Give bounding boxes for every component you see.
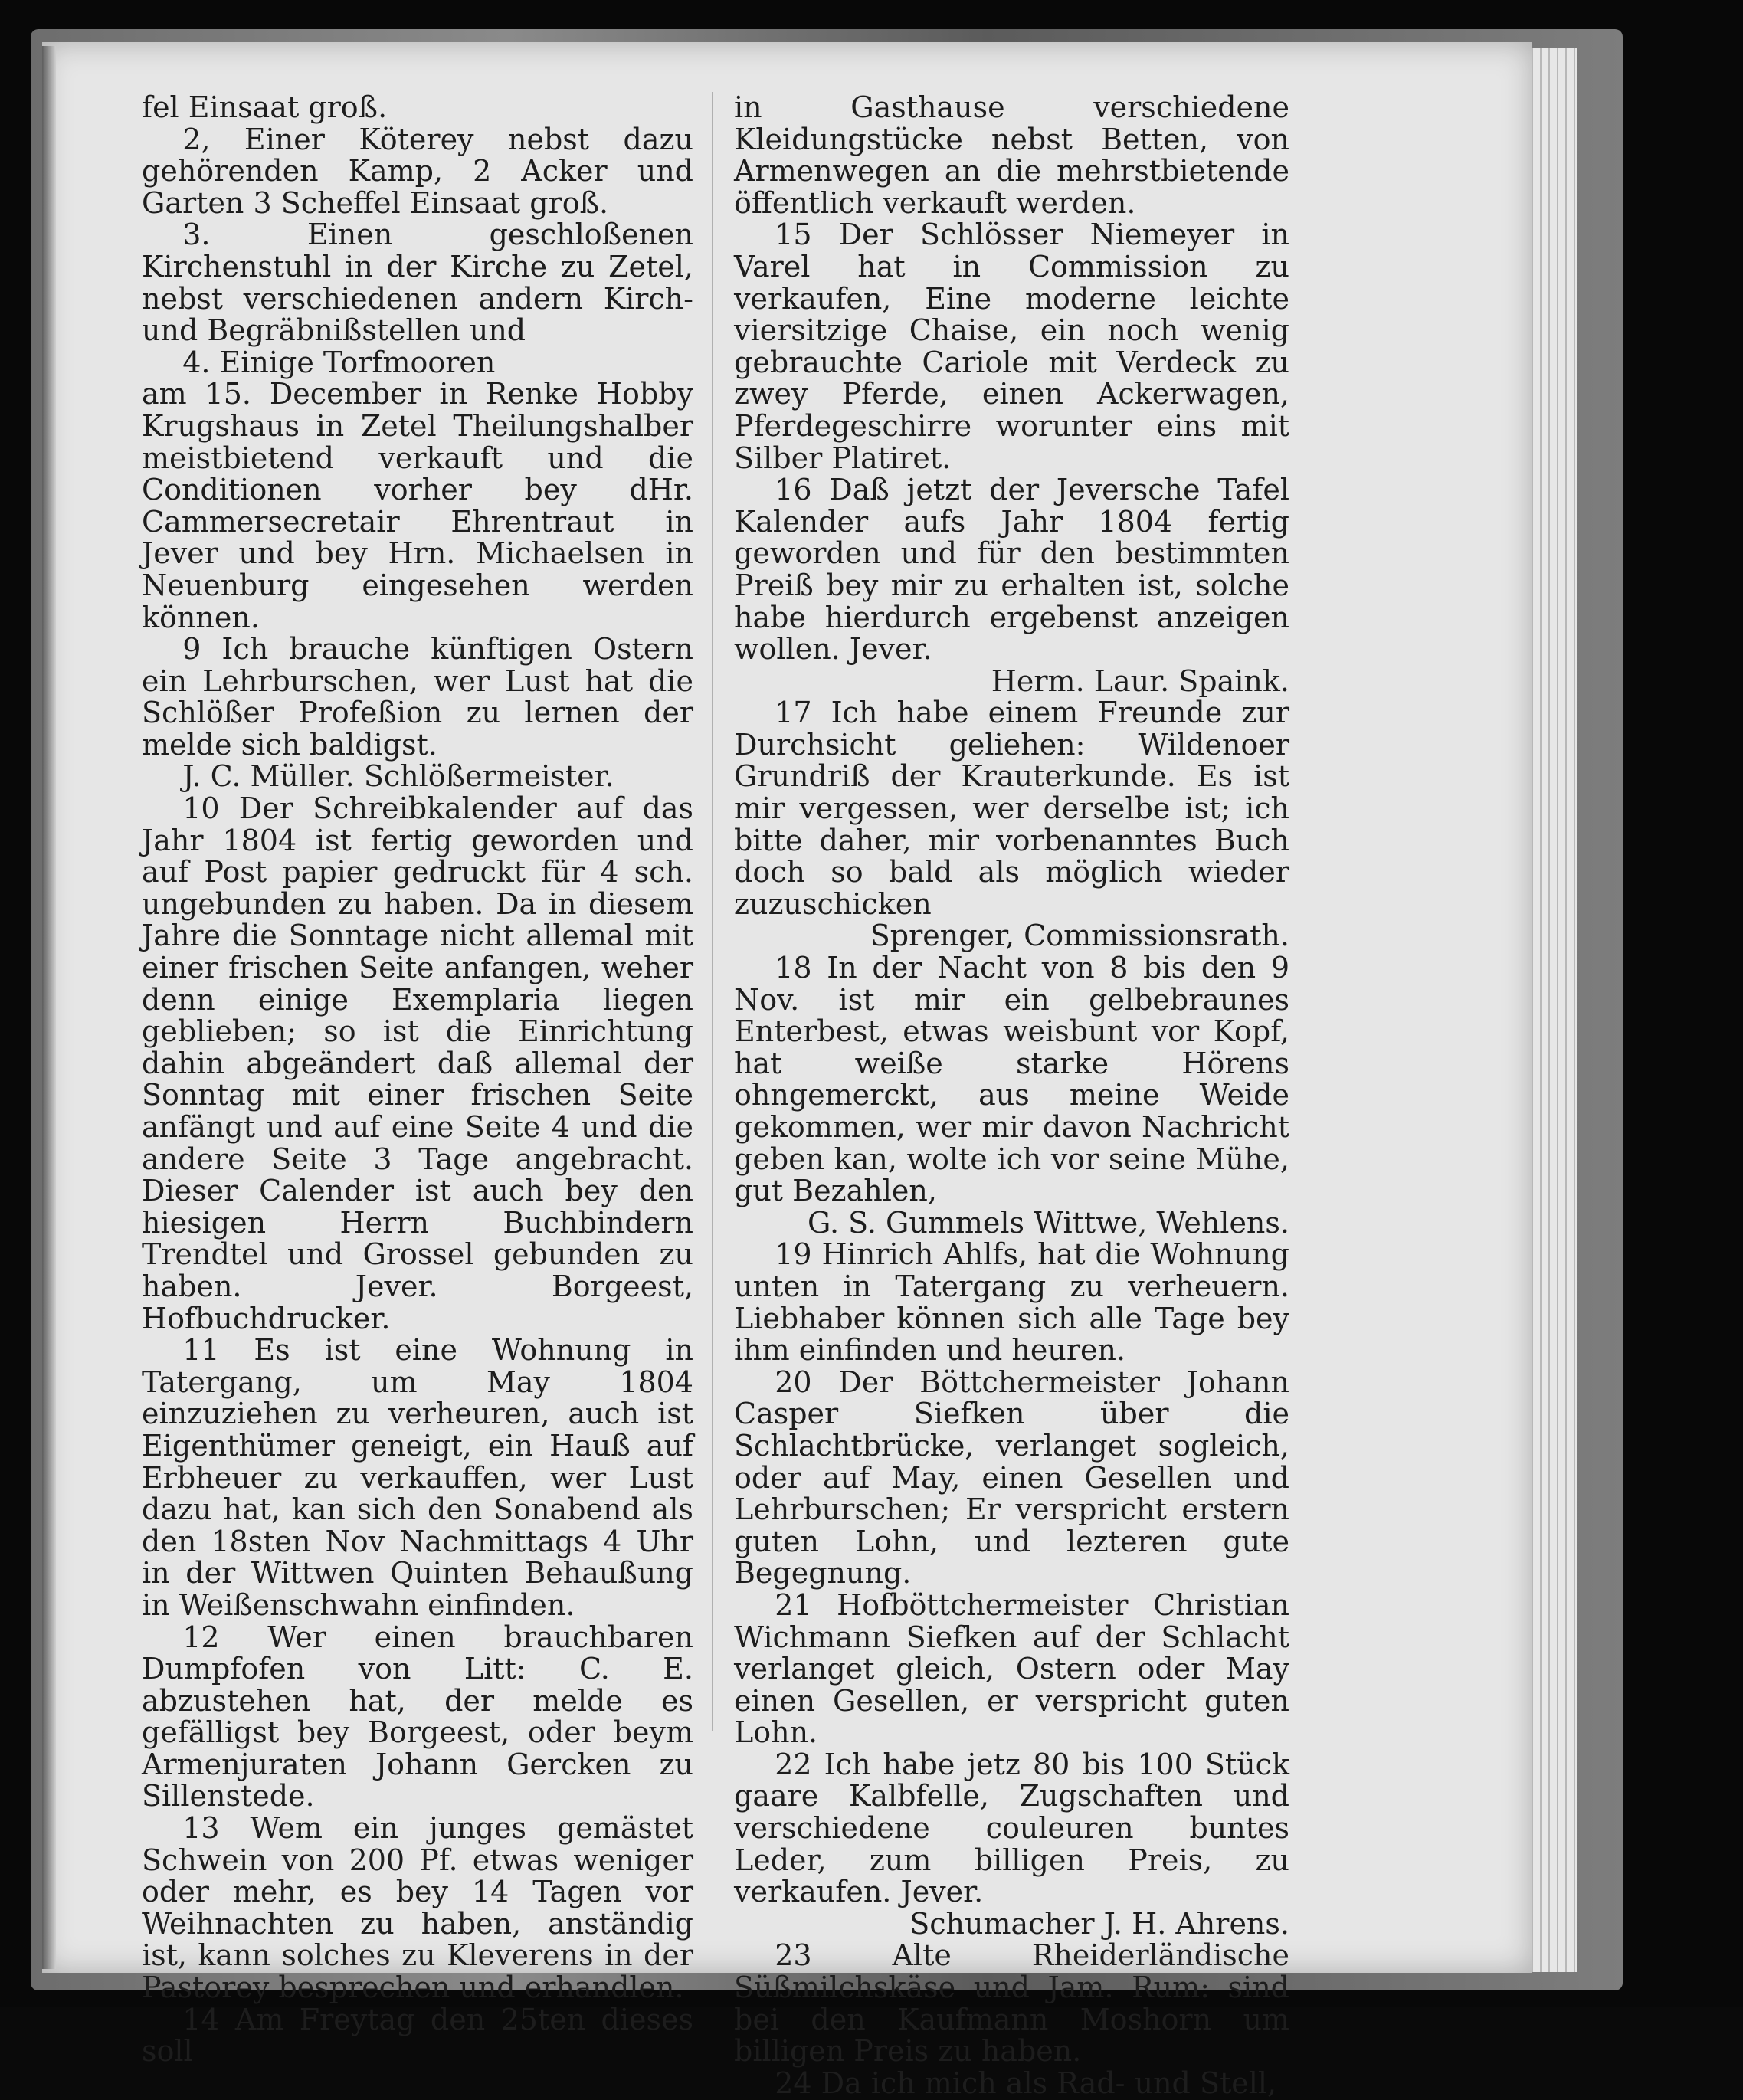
notice-paragraph: 19 Hinrich Ahlfs, hat die Wohnung unten in Tatergang zu verheuern. Liebhaber können sich alle Tage bey ihm einfinden und heuren.: [734, 1237, 1289, 1368]
notice-paragraph: 16 Daß jetzt der Jeversche Tafel Kalender aufs Jahr 1804 fertig geworden und für den bestimmten Preiß bey mir zu erhalten ist, solche habe hierdurch ergebenst anzeigen wollen. Jever.: [734, 473, 1289, 667]
right-column: [734, 92, 1289, 2099]
notice-paragraph: 15 Der Schlösser Niemeyer in Varel hat in Commission zu verkaufen, Eine moderne leichte viersitzige Chaise, ein noch wenig gebrauchte Cariole mit Verdeck zu zwey Pferde, einen Ackerwagen, Pferdegeschirre worunter eins mit Silber Platiret.: [734, 218, 1289, 475]
notice-paragraph: fel Einsaat groß.: [142, 90, 388, 124]
notice-paragraph: 2, Einer Köterey nebst dazu gehörenden Kamp, 2 Acker und Garten 3 Scheffel Einsaat groß.: [142, 122, 693, 220]
notice-paragraph: 9 Ich brauche künftigen Ostern ein Lehrburschen, wer Lust hat die Schlößer Profeßion zu lernen der melde sich baldigst.: [142, 632, 693, 762]
binding-gutter: [42, 46, 56, 1969]
notice-paragraph: 11 Es ist eine Wohnung in Tatergang, um May 1804 einzuziehen zu verheuren, auch ist Eigenthümer geneigt, ein Hauß auf Erbheuer zu verkauffen, wer Lust dazu hat, kan sich den Sonabend als den 18sten Nov Nachmittags 4 Uhr in der Wittwen Quinten Behaußung in Weißenschwahn einfinden.: [142, 1333, 693, 1622]
notice-paragraph: 10 Der Schreibkalender auf das Jahr 1804 ist fertig geworden und auf Post papier gedruckt für 4 sch. ungebunden zu haben. Da in diesem Jahre die Sonntage nicht allemal mit einer frischen Seite anfangen, weher denn einige Exemplaria liegen geblieben; so ist die Einrichtung dahin abgeändert daß allemal der Sonntag mit einer frischen Seite anfängt und auf eine Seite 4 und die andere Seite 3 Tage angebracht. Dieser Calender ist auch bey den hiesigen Herrn Buchbindern Trendtel und Grossel gebunden zu haben. Jever. Borgeest, Hofbuchdrucker.: [142, 791, 693, 1335]
notice-paragraph: J. C. Müller. Schlößermeister.: [182, 759, 614, 794]
column-divider: [712, 92, 713, 1731]
page-edges: [1525, 48, 1577, 1972]
signature: G. S. Gummels Wittwe, Wehlens.: [808, 1205, 1289, 1240]
left-column: [142, 92, 693, 2068]
notice-paragraph: 14 Am Freytag den 25ten dieses soll: [142, 2002, 693, 2069]
notice-paragraph: 20 Der Böttchermeister Johann Casper Siefken über die Schlachtbrücke, verlanget sogleich, oder auf May, einen Gesellen und Lehrburschen; Er verspricht erstern guten Lohn, und lezteren gute Begegnung.: [734, 1365, 1289, 1591]
notice-paragraph: am 15. December in Renke Hobby Krugshaus in Zetel Theilungshalber meistbietend verkauft und die Conditionen vorher bey dHr. Cammersecretair Ehrentraut in Jever und bey Hrn. Michaelsen in Neuenburg eingesehen werden können.: [142, 377, 693, 634]
notice-paragraph: 13 Wem ein junges gemästet Schwein von 200 Pf. etwas weniger oder mehr, es bey 14 Tagen vor Weihnachten zu haben, anständig ist, kann solches zu Kleverens in der Pastorey besprechen und erhandlen.: [142, 1811, 693, 2005]
signature: Schumacher J. H. Ahrens.: [909, 1906, 1289, 1941]
notice-paragraph: 18 In der Nacht von 8 bis den 9 Nov. ist mir ein gelbebraunes Enterbest, etwas weisbunt vor Kopf, hat weiße starke Hörens ohngemerckt, aus meine Weide gekommen, wer mir davon Nachricht geben kan, wolte ich vor seine Mühe, gut Bezahlen,: [734, 951, 1289, 1208]
signature: Herm. Laur. Spaink.: [991, 663, 1289, 698]
notice-paragraph: 4. Einige Torfmooren: [182, 345, 496, 379]
notice-paragraph: in Gasthause verschiedene Kleidungstücke nebst Betten, von Armenwegen an die mehrstbietende öffentlich verkauft werden.: [734, 90, 1289, 220]
notice-paragraph: 3. Einen geschloßenen Kirchenstuhl in der Kirche zu Zetel, nebst verschiedenen andern Kirch- und Begräbnißstellen und: [142, 218, 693, 348]
signature: Sprenger, Commissionsrath.: [870, 919, 1289, 953]
notice-paragraph: 22 Ich habe jetz 80 bis 100 Stück gaare Kalbfelle, Zugschaften und verschiedene couleuren buntes Leder, zum billigen Preis, zu verkaufen. Jever.: [734, 1747, 1289, 1909]
notice-paragraph: 21 Hofböttchermeister Christian Wichmann Siefken auf der Schlacht verlanget gleich, Ostern oder May einen Gesellen, er verspricht guten Lohn.: [734, 1587, 1289, 1750]
notice-paragraph: 17 Ich habe einem Freunde zur Durchsicht geliehen: Wildenoer Grundriß der Krauterkunde. Es ist mir vergessen, wer derselbe ist; ich bitte daher, mir vorbenanntes Buch doch so bald als möglich wieder zuzuschicken: [734, 696, 1289, 921]
notice-paragraph: 12 Wer einen brauchbaren Dumpfofen von Litt: C. E. abzustehen hat, der melde es gefälligst bey Borgeest, oder beym Armenjuraten Johann Gercken zu Sillenstede.: [142, 1620, 693, 1813]
notice-paragraph: 24 Da ich mich als Rad- und Stell,: [775, 2066, 1277, 2100]
notice-paragraph: 23 Alte Rheiderländische Süßmilchskäse und Jam. Rum: sind bei den Kaufmann Moshorn um billigen Preis zu haben.: [734, 1938, 1289, 2069]
